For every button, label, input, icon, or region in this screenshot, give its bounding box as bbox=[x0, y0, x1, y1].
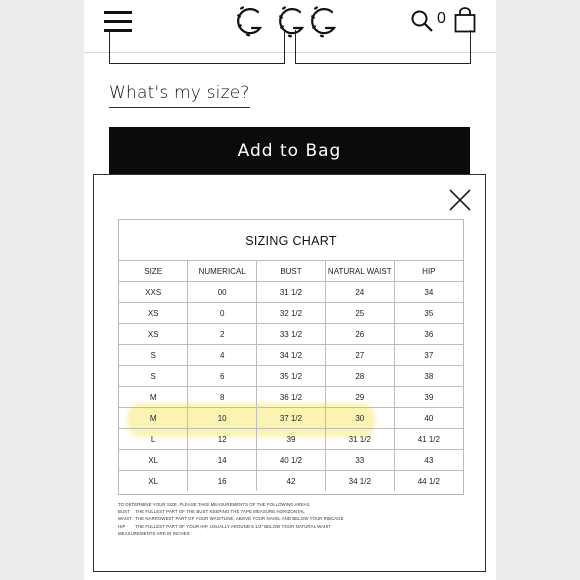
cell-numerical: 12 bbox=[188, 429, 257, 450]
table-row bbox=[119, 366, 463, 387]
table-row bbox=[119, 387, 463, 408]
cell-size: S bbox=[119, 366, 188, 387]
table-row bbox=[119, 408, 463, 429]
cell-natural-waist: 29 bbox=[325, 387, 394, 408]
column-header-numerical: NUMERICAL bbox=[188, 261, 257, 282]
cell-bust: 31 1/2 bbox=[257, 282, 326, 303]
cell-hip: 38 bbox=[394, 366, 463, 387]
cell-bust: 36 1/2 bbox=[257, 387, 326, 408]
notes-footer: MEASUREMENTS ARE IN INCHES bbox=[118, 530, 190, 536]
cell-natural-waist: 30 bbox=[325, 408, 394, 429]
cell-size: XS bbox=[119, 324, 188, 345]
column-header-natural-waist: NATURAL WAIST bbox=[325, 261, 394, 282]
hamburger-menu-icon[interactable] bbox=[104, 11, 132, 31]
cell-numerical: 0 bbox=[188, 303, 257, 324]
cell-hip: 34 bbox=[394, 282, 463, 303]
cell-bust: 32 1/2 bbox=[257, 303, 326, 324]
cell-numerical: 14 bbox=[188, 450, 257, 471]
cell-numerical: 16 bbox=[188, 471, 257, 492]
cell-bust: 42 bbox=[257, 471, 326, 492]
note-hip-key: HIP bbox=[118, 523, 126, 529]
cell-hip: 43 bbox=[394, 450, 463, 471]
cell-hip: 39 bbox=[394, 387, 463, 408]
cell-numerical: 2 bbox=[188, 324, 257, 345]
measurement-notes bbox=[118, 501, 464, 537]
notes-intro: TO DETERMINE YOUR SIZE, PLEASE TAKE MEASUREMENTS OF THE FOLLOWING AREAS bbox=[118, 502, 310, 507]
cell-size: XL bbox=[119, 450, 188, 471]
note-bust bbox=[118, 508, 464, 515]
sizing-table bbox=[119, 260, 463, 491]
column-header-bust: BUST bbox=[257, 261, 326, 282]
table-row bbox=[119, 303, 463, 324]
whats-my-size-link[interactable]: What's my size? bbox=[109, 83, 250, 108]
table-header-row bbox=[119, 261, 463, 282]
cell-size: M bbox=[119, 408, 188, 429]
cell-bust: 34 1/2 bbox=[257, 345, 326, 366]
table-row bbox=[119, 429, 463, 450]
column-header-hip: HIP bbox=[394, 261, 463, 282]
cell-natural-waist: 34 1/2 bbox=[325, 471, 394, 492]
cell-bust: 39 bbox=[257, 429, 326, 450]
cell-natural-waist: 24 bbox=[325, 282, 394, 303]
cell-natural-waist: 25 bbox=[325, 303, 394, 324]
cell-size: M bbox=[119, 387, 188, 408]
cell-natural-waist: 28 bbox=[325, 366, 394, 387]
cell-hip: 36 bbox=[394, 324, 463, 345]
cell-bust: 40 1/2 bbox=[257, 450, 326, 471]
cell-bust: 35 1/2 bbox=[257, 366, 326, 387]
note-waist-key: WAIST bbox=[118, 516, 132, 522]
cell-bust: 33 1/2 bbox=[257, 324, 326, 345]
cell-hip: 41 1/2 bbox=[394, 429, 463, 450]
cell-numerical: 6 bbox=[188, 366, 257, 387]
note-waist bbox=[118, 515, 464, 522]
cell-numerical: 10 bbox=[188, 408, 257, 429]
cell-numerical: 00 bbox=[188, 282, 257, 303]
table-row bbox=[119, 471, 463, 492]
note-waist-text: THE NARROWEST PART OF YOUR WAISTLINE, ABOVE YOUR NAVEL AND BELOW YOUR RIBCAGE bbox=[135, 516, 344, 522]
add-to-bag-button[interactable]: Add to Bag bbox=[109, 127, 470, 175]
cell-natural-waist: 26 bbox=[325, 324, 394, 345]
cart-count[interactable]: 0 bbox=[437, 10, 446, 27]
note-hip bbox=[118, 523, 464, 530]
note-bust-text: THE FULLEST PART OF THE BUST KEEPING THE TAPE MEASURE HORIZONTAL bbox=[135, 509, 305, 515]
product-page bbox=[84, 0, 496, 580]
cell-size: XS bbox=[119, 303, 188, 324]
cell-size: L bbox=[119, 429, 188, 450]
table-row bbox=[119, 324, 463, 345]
note-bust-key: BUST bbox=[118, 509, 130, 515]
sizing-chart-modal bbox=[93, 174, 486, 572]
cell-numerical: 8 bbox=[188, 387, 257, 408]
column-header-size: SIZE bbox=[119, 261, 188, 282]
cell-size: S bbox=[119, 345, 188, 366]
cell-hip: 44 1/2 bbox=[394, 471, 463, 492]
sizing-chart bbox=[118, 219, 464, 495]
option-select-left[interactable] bbox=[109, 30, 285, 64]
note-hip-text: THE FULLEST PART OF YOUR HIP, USUALLY AROUND 6 1/2" BELOW YOUR NATURAL WAIST bbox=[135, 523, 332, 529]
table-row bbox=[119, 282, 463, 303]
cell-natural-waist: 33 bbox=[325, 450, 394, 471]
cell-hip: 40 bbox=[394, 408, 463, 429]
cell-bust: 37 1/2 bbox=[257, 408, 326, 429]
cell-hip: 35 bbox=[394, 303, 463, 324]
close-icon[interactable] bbox=[449, 189, 471, 211]
cell-size: XXS bbox=[119, 282, 188, 303]
cell-hip: 37 bbox=[394, 345, 463, 366]
cell-natural-waist: 31 1/2 bbox=[325, 429, 394, 450]
cell-numerical: 4 bbox=[188, 345, 257, 366]
table-row bbox=[119, 450, 463, 471]
table-row bbox=[119, 345, 463, 366]
cell-natural-waist: 27 bbox=[325, 345, 394, 366]
option-select-right[interactable] bbox=[295, 30, 471, 64]
sizing-chart-title: SIZING CHART bbox=[245, 234, 337, 248]
cell-size: XL bbox=[119, 471, 188, 492]
